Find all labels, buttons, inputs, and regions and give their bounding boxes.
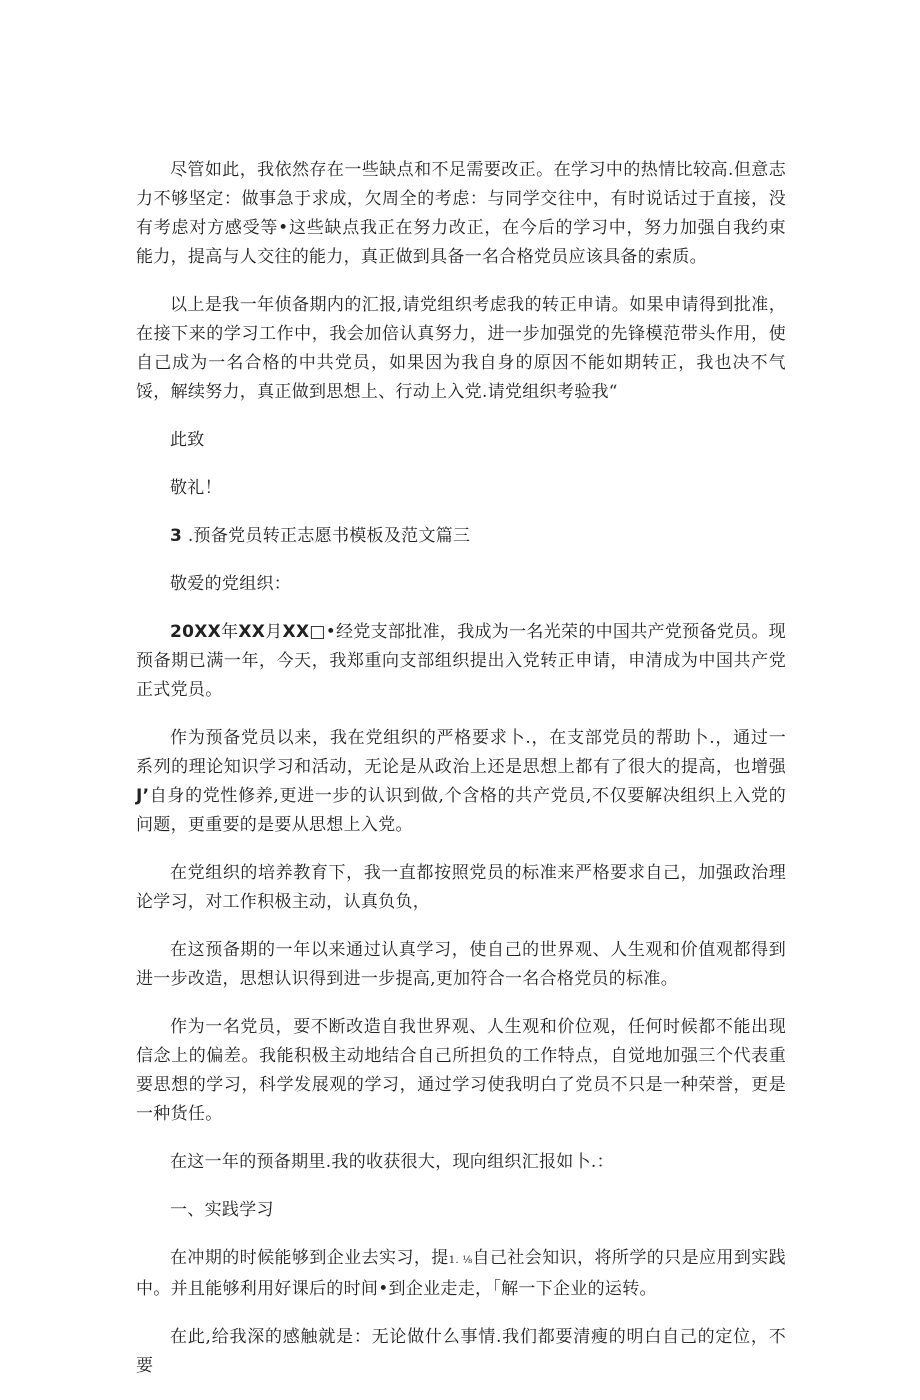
paragraph-glyph: J’ — [136, 786, 150, 806]
paragraph — [136, 724, 786, 840]
paragraph: 在这预备期的一年以来通过认真学习，使自己的世界观、人生观和价值观都得到进一步改造，思想认识得到进一步提高,更加符合一名合格党员的标准。 — [136, 940, 786, 989]
paragraph: 作为一名党员，要不断改造自我世界观、人生观和价位观，任何时候都不能出现信念上的偏差。我能积极主动地结合自己所担负的工作特点，自觉地加强三个代表重要思想的学习，科学发展观的学习，通过学习使我明白了党员不只是一种荣誉，更是一种货任。 — [136, 1017, 786, 1124]
paragraph: 以上是我一年侦备期内的汇报,请党组织考虑我的转正申请。如果申请得到批准，在接下来的学习工作中，我会加倍认真努力，进一步加强党的先锋模范带头作用，使自己成为一名合格的中共党员，如果因为我自身的原因不能如期转正，我也决不气馁，解续努力，真正做到思想上、行动上入党.请党组织考验我“ — [136, 295, 786, 402]
paragraph: 在这一年的预备期里.我的收获很大，现向组织汇报如卜.： — [170, 1152, 614, 1172]
year-unit: 年 — [221, 622, 239, 642]
paragraph-glyph: 1. ⅛ — [448, 1255, 473, 1266]
paragraph-text: 在冲期的时候能够到企业去实习，提 — [170, 1248, 449, 1268]
paragraph-text: 自己社会知识，将所学的只是应用到实践中。并且能够利用好课后的时间•到企业走走，「解一下企业的运转。 — [136, 1248, 786, 1299]
subheading: 一、实践学习 — [170, 1200, 274, 1220]
document-body — [136, 156, 786, 1400]
day-placeholder: XX — [282, 622, 310, 642]
section-heading — [136, 522, 786, 551]
paragraph: 尽管如此，我依然存在一些缺点和不足需要改正。在学习中的热情比较高.但意志力不够坚定：做事急于求成，欠周全的考虑：与同学交往中，有时说话过于直接，没有考虑对方感受等•这些缺点我正在努力改正，在今后的学习中，努力加强自我约束能力，提高与人交往的能力，真正做到具备一名合格党员应该具备的索质。 — [136, 160, 786, 267]
closing-regards: 敬礼！ — [170, 478, 222, 498]
paragraph — [136, 618, 786, 705]
paragraph-text: □•经党支部批准，我成为一名光荣的中国共产党预备党员。现预备期已满一年，今天，我郑重向支部组织提出入党转正申请，申清成为中国共产党正式党员。 — [136, 622, 786, 700]
heading-number: 3 — [170, 526, 183, 546]
paragraph-text: 作为预备党员以来，我在党组织的严格要求卜.，在支部党员的帮助卜.，通过一系列的理论知识学习和活动，无论是从政治上还是思想上都有了很大的提高，也增强 — [136, 728, 786, 777]
heading-text: .预备党员转正志愿书模板及范文篇三 — [182, 526, 471, 546]
paragraph — [136, 1244, 786, 1304]
month-unit: 月 — [265, 622, 283, 642]
closing-salutation: 此致 — [170, 430, 205, 450]
paragraph-text: 自身的党性修养,更进一步的认识到做,个含格的共产党员,不仅要解决组织上入党的问题，更重要的是要从思想上入党。 — [136, 786, 786, 835]
paragraph: 在党组织的培养教育下，我一直都按照党员的标准来严格要求自己，加强政治理论学习，对工作积极主动，认真负负， — [136, 863, 786, 912]
paragraph: 在此,给我深的感触就是：无论做什么事情.我们都要清瘦的明白自己的定位，不要 — [136, 1327, 786, 1376]
month-placeholder: XX — [238, 622, 266, 642]
letter-greeting: 敬爱的党组织： — [170, 574, 292, 594]
year-placeholder: 20XX — [170, 622, 222, 642]
